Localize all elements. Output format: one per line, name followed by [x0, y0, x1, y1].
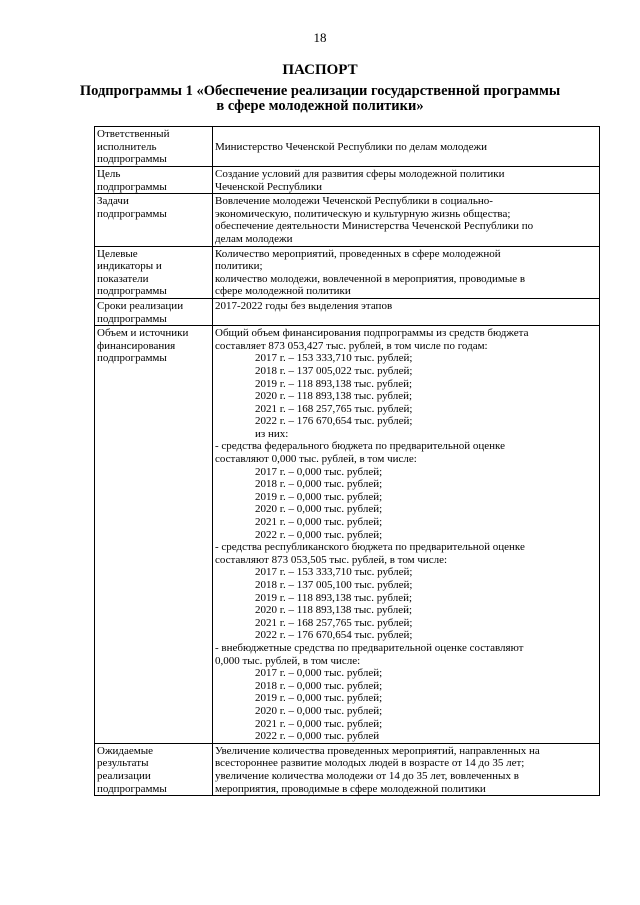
year-line: 2019 г. – 118 893,138 тыс. рублей;	[255, 377, 413, 390]
label-line: Задачи	[97, 195, 129, 208]
year-line: 2021 г. – 0,000 тыс. рублей;	[255, 516, 383, 529]
value-line: Создание условий для развития сферы молодежной политики	[215, 168, 505, 180]
table-row-tasks	[95, 194, 600, 246]
label-line: подпрограммы	[97, 207, 167, 220]
label-line: подпрограммы	[97, 782, 167, 795]
label-line: Ответственный	[97, 128, 170, 140]
year-line: 2019 г. – 118 893,138 тыс. рублей;	[255, 591, 413, 604]
label-line: Целевые	[97, 247, 138, 260]
table-row-results	[95, 743, 600, 795]
year-line: 2018 г. – 137 005,022 тыс. рублей;	[255, 364, 413, 377]
year-line: 2022 г. – 0,000 тыс. рублей	[255, 730, 380, 743]
row-label	[95, 194, 213, 246]
document-title: ПАСПОРТ	[282, 62, 358, 78]
value-line: Министерство Чеченской Республики по делам молодежи	[215, 140, 488, 153]
year-line: 2021 г. – 168 257,765 тыс. рублей;	[255, 616, 413, 629]
value-line: составляют 0,000 тыс. рублей, в том числе:	[215, 453, 417, 466]
year-line: 2019 г. – 0,000 тыс. рублей;	[255, 692, 383, 705]
year-line: 2017 г. – 0,000 тыс. рублей;	[255, 667, 383, 680]
year-line: 2017 г. – 153 333,710 тыс. рублей;	[255, 352, 413, 365]
label-line: Ожидаемые	[97, 744, 154, 757]
value-line: всестороннее развитие молодых людей в возрасте от 14 до 35 лет;	[215, 757, 525, 770]
row-label	[95, 298, 213, 325]
year-line: 2020 г. – 118 893,138 тыс. рублей;	[255, 390, 413, 403]
row-label	[95, 127, 213, 167]
value-line: 2017-2022 годы без выделения этапов	[215, 299, 393, 312]
value-line: Увеличение количества проведенных мероприятий, направленных на	[215, 744, 540, 757]
year-line: 2021 г. – 168 257,765 тыс. рублей;	[255, 402, 413, 415]
label-line: результаты	[97, 757, 149, 770]
label-line: индикаторы и	[97, 260, 162, 273]
label-line: подпрограммы	[97, 352, 167, 365]
label-line: показатели	[97, 272, 149, 285]
value-line: составляет 873 053,427 тыс. рублей, в том числе по годам:	[215, 339, 488, 352]
value-line: мероприятия, проводимые в сфере молодежной политики	[215, 782, 486, 795]
row-value	[213, 326, 600, 744]
year-line: 2020 г. – 0,000 тыс. рублей;	[255, 503, 383, 516]
page-number: 18	[313, 30, 327, 45]
row-label	[95, 246, 213, 298]
year-line: 2020 г. – 0,000 тыс. рублей;	[255, 704, 383, 717]
document-subtitle	[60, 84, 580, 114]
table-row-indicators	[95, 246, 600, 298]
row-value	[213, 246, 600, 298]
year-line: 2022 г. – 176 670,654 тыс. рублей;	[255, 415, 413, 428]
year-line: 2018 г. – 0,000 тыс. рублей;	[255, 679, 383, 692]
year-line: 2022 г. – 176 670,654 тыс. рублей;	[255, 629, 413, 642]
subtitle-line: Подпрограммы 1 «Обеспечение реализации государственной программы	[79, 83, 561, 99]
label-line: подпрограммы	[97, 153, 167, 166]
value-line: Количество мероприятий, проведенных в сфере молодежной	[215, 247, 501, 260]
year-line: 2018 г. – 137 005,100 тыс. рублей;	[255, 579, 413, 591]
label-line: подпрограммы	[97, 180, 167, 193]
label-line: подпрограммы	[97, 285, 167, 298]
value-line: - внебюджетные средства по предварительной оценке составляют	[215, 641, 524, 654]
value-line: делам молодежи	[215, 232, 293, 245]
row-value	[213, 743, 600, 795]
table-row-goal	[95, 167, 600, 194]
value-line: 0,000 тыс. рублей, в том числе:	[215, 654, 361, 667]
value-line: составляют 873 053,505 тыс. рублей, в том числе:	[215, 553, 448, 566]
table-row-terms	[95, 298, 600, 325]
row-value	[213, 194, 600, 246]
label-line: Сроки реализации	[97, 299, 184, 312]
value-line: экономическую, политическую и культурную жизнь общества;	[215, 207, 511, 220]
label-line: подпрограммы	[97, 312, 167, 325]
row-value	[213, 167, 600, 194]
value-line: Вовлечение молодежи Чеченской Республики в социально-	[215, 195, 493, 208]
year-line: 2019 г. – 0,000 тыс. рублей;	[255, 490, 383, 503]
row-label	[95, 743, 213, 795]
label-line: Объем и источники	[97, 327, 189, 340]
label-line: Цель	[97, 168, 121, 180]
value-line: Общий объем финансирования подпрограммы из средств бюджета	[215, 327, 529, 340]
value-line: увеличение количества молодежи от 14 до 35 лет, вовлеченных в	[215, 769, 519, 782]
value-line: количество молодежи, вовлеченной в мероприятия, проводимые в	[215, 272, 526, 285]
label-line: исполнитель	[97, 140, 157, 153]
value-line: - средства республиканского бюджета по предварительной оценке	[215, 541, 525, 554]
subtitle-line: в сфере молодежной политики»	[216, 98, 424, 114]
table-row-funding	[95, 326, 600, 744]
row-value	[213, 127, 600, 167]
year-line: 2020 г. – 118 893,138 тыс. рублей;	[255, 604, 413, 617]
year-line: 2017 г. – 153 333,710 тыс. рублей;	[255, 566, 413, 579]
table-row-responsible	[95, 127, 600, 167]
label-line: финансирования	[97, 339, 176, 352]
year-line: 2022 г. – 0,000 тыс. рублей;	[255, 528, 383, 541]
row-label	[95, 326, 213, 744]
value-line: сфере молодежной политики	[215, 285, 351, 298]
value-line: политики;	[215, 260, 263, 273]
passport-table	[94, 126, 600, 796]
value-line: Чеченской Республики	[215, 180, 323, 193]
label-line: реализации	[97, 769, 151, 782]
row-value	[213, 298, 600, 325]
year-line: 2017 г. – 0,000 тыс. рублей;	[255, 465, 383, 478]
row-label	[95, 167, 213, 194]
year-line: 2018 г. – 0,000 тыс. рублей;	[255, 478, 383, 491]
value-line: обеспечение деятельности Министерства Чеченской Республики по	[215, 220, 534, 233]
value-line: - средства федерального бюджета по предварительной оценке	[215, 440, 505, 453]
year-line: 2021 г. – 0,000 тыс. рублей;	[255, 717, 383, 730]
year-line: из них:	[255, 427, 289, 440]
